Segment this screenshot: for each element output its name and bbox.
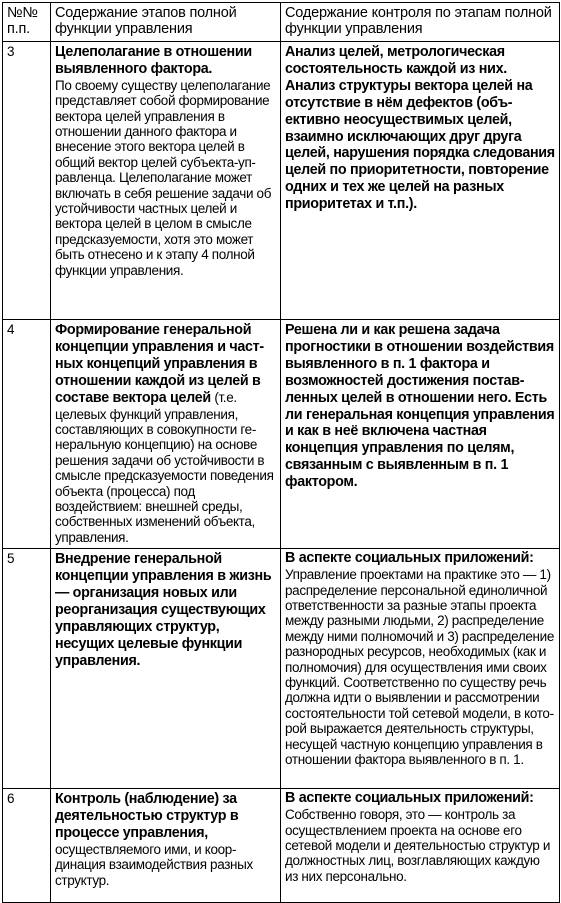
header-stage-content: Содержание этапов полной функции управления [51, 3, 281, 42]
control-cell [281, 320, 560, 549]
stage-description: осуществляемого ими, и координация взаимодействия разных структур. [55, 841, 253, 888]
header-control-content: Содержание контроля по этапам полной функции управления [281, 3, 560, 42]
table-row [3, 320, 560, 549]
control-description: Собственно говоря, это — контроль за осуществлением проекта на основе его сетевой модели и деятельностью структур и должностных лиц, возглавляющих каждую из них персонально. [285, 807, 551, 884]
stage-description: По своему существу целеполагание представляет собой формирование вектора целей управления в отношении данного фактора и внесение этого вектора целей в общий вектор целей субъекта-управленца. Целеполагание может включать в себя решение задачи об устойчивости частных целей и вектора целей в целом в смысле предсказуемости, хотя это может быть отнесено и к этапу 4 полной функции управления. [55, 77, 272, 278]
control-cell [281, 789, 560, 903]
row-number: 4 [3, 320, 51, 549]
table-row [3, 789, 560, 903]
control-title: Решена ли и как решена задача прогностики в отношении воздействия выявленного в п. 1 фактора и возможностей достижения поставленных целей в отношении него. Есть ли генеральная концепция управления и как в неё включена частная концепция управления по целям, связанным с выявленным в п. 1 фактором. [285, 322, 555, 491]
row-number: 6 [3, 789, 51, 903]
table-row [3, 42, 560, 320]
table-header-row [3, 3, 560, 42]
stage-title: Формирование генеральной концепции управления и частных концепций управления в отношении каждой из целей в составе вектора целей [55, 322, 265, 406]
table-row [3, 549, 560, 789]
stage-title: Внедрение генеральной концепции управления в жизнь — организация новых или реорганизация существующих управляющих структур, несущих целевые функции управления. [55, 551, 272, 669]
stage-cell [51, 789, 281, 903]
header-number: №№ п.п. [3, 3, 51, 42]
control-title: В аспекте социальных приложений: [285, 550, 534, 567]
control-title: Анализ целей, метрологическая состоятельность каждой из них. Анализ структуры вектора целей на отсутствие в нём дефектов (объективно неосуществимых целей, взаимно исключающих друг друга целей, нарушения порядка следования целей по приоритетности, повторение одних и тех же целей на разных приоритетах и т.п.). [285, 44, 555, 213]
control-stages-table [2, 2, 560, 903]
stage-cell [51, 42, 281, 320]
row-number: 5 [3, 549, 51, 789]
stage-cell [51, 320, 281, 549]
control-cell [281, 42, 560, 320]
stage-cell [51, 549, 281, 789]
stage-description: (т.е. целевых функций управления, составляющих в совокупности генеральную концепцию) на основе решения задачи об устойчивости в смысле предсказуемости поведения объекта (процесса) под воздействием: внешней среды, собственных изменений объекта, управления. [55, 389, 274, 545]
control-description: Управление проектами на практике это — 1) распределение персональной единоличной ответственности за разные этапы проекта между разными людьми, 2) распределение между ними полномочий и 3) распределение разнородных ресурсов, необходимых (как и полномочия) для осуществления ими своих функций. Соответственно по существу речь должна идти о выявлении и рассмотрении состоятельности той сетевой модели, в которой выражается деятельность структуры, несущей частную концепцию управления в отношении фактора выявленного в п. 1. [285, 567, 555, 767]
row-number: 3 [3, 42, 51, 320]
control-cell [281, 549, 560, 789]
control-title: В аспекте социальных приложений: [285, 790, 534, 807]
stage-title: Контроль (наблюдение) за деятельностью структур в процессе управления, [55, 791, 239, 841]
stage-title: Целеполагание в отношении выявленного фактора. [55, 44, 252, 77]
